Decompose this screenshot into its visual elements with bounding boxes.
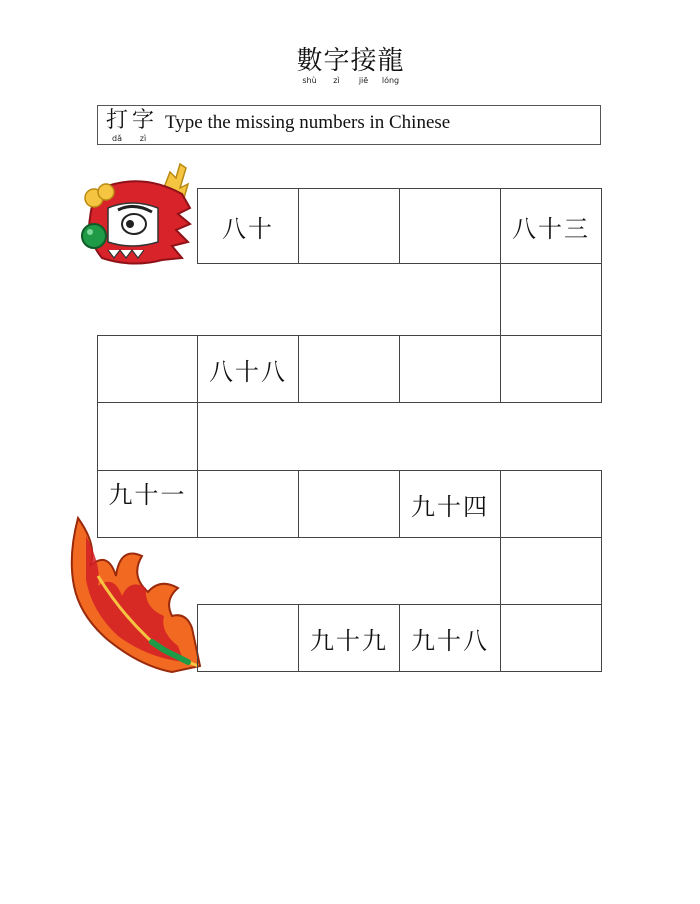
title-ruby [296,46,404,86]
number-cell: 九十九 [298,604,400,672]
answer-cell[interactable] [298,335,400,403]
answer-cell[interactable] [298,470,400,538]
answer-cell[interactable] [197,470,299,538]
instruction-box [97,105,601,145]
dragon-head-icon [72,158,194,278]
answer-cell[interactable] [97,335,198,403]
answer-cell[interactable] [197,604,299,672]
number-cell: 八十 [197,188,299,264]
number-cell: 九十四 [399,470,501,538]
instruction-text: Type the missing numbers in Chinese [165,112,451,133]
number-cell: 九十八 [399,604,501,672]
title-char: 字 zì [323,46,350,85]
answer-cell[interactable] [500,604,602,672]
answer-cell[interactable] [399,188,501,264]
title-char: 接 jiē [350,46,377,85]
number-cell: 九十一 [97,470,198,538]
answer-cell[interactable] [500,537,602,605]
answer-cell[interactable] [500,470,602,538]
number-cell: 八十八 [197,335,299,403]
answer-cell[interactable] [500,263,602,336]
dragon-tail-flame-icon [68,516,202,674]
instruction-ruby [104,108,156,144]
answer-cell[interactable] [399,335,501,403]
instruction-char: 字 zì [131,108,154,143]
answer-cell[interactable] [97,402,198,471]
instruction-char: 打 dǎ [105,108,128,143]
answer-cell[interactable] [500,335,602,403]
answer-cell[interactable] [298,188,400,264]
title-char: 數 shù [296,46,323,85]
title-char: 龍 lóng [377,46,404,85]
number-cell: 八十三 [500,188,602,264]
